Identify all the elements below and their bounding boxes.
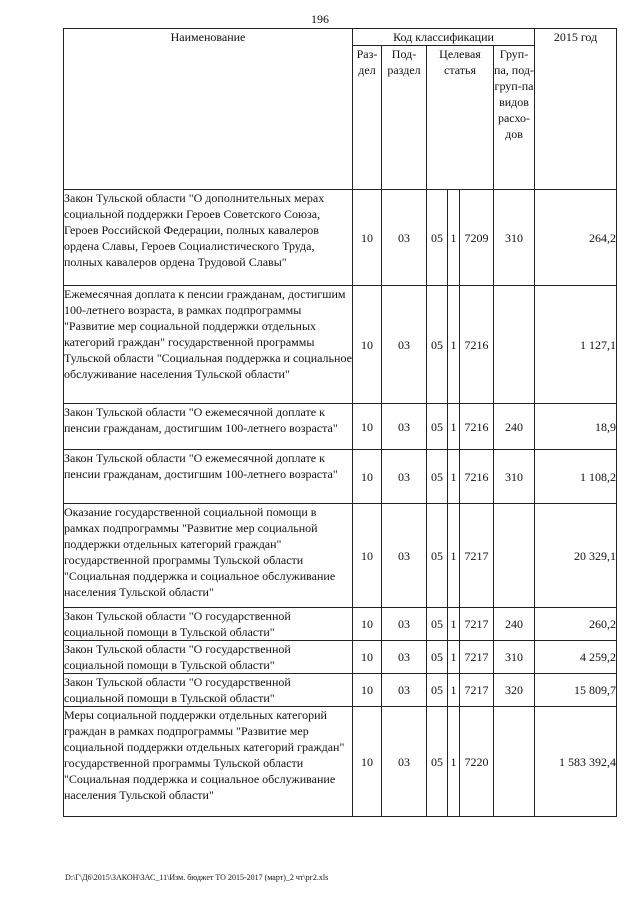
budget-table [63, 28, 617, 817]
row-target-direction: 7217 [460, 608, 494, 641]
row-target-subprogram: 1 [448, 504, 460, 608]
row-target-subprogram: 1 [448, 286, 460, 404]
row-section: 10 [353, 450, 382, 504]
row-name: Закон Тульской области "О государственной социальной помощи в Тульской области" [64, 641, 353, 674]
row-target-subprogram: 1 [448, 190, 460, 286]
row-target-program: 05 [427, 641, 448, 674]
row-expense-type: 240 [494, 404, 535, 450]
row-section: 10 [353, 608, 382, 641]
row-name: Ежемесячная доплата к пенсии гражданам, достигшим 100-летнего возраста, в рамках подпрограммы "Развитие мер социальной поддержки отдельных категорий граждан" государственной программы Тульской области "Социальная поддержка и социальное обслуживание населения Тульской области" [64, 286, 353, 404]
row-target-program: 05 [427, 608, 448, 641]
table-row [64, 674, 617, 707]
row-target-direction: 7216 [460, 286, 494, 404]
row-target-program: 05 [427, 404, 448, 450]
row-name: Закон Тульской области "О дополнительных мерах социальной поддержки Героев Советского Союза, Героев Российской Федерации, полных кавалеров ордена Славы, Героев Социалистического Труда, полных кавалеров ордена Трудовой Славы" [64, 190, 353, 286]
row-subsection: 03 [382, 504, 427, 608]
row-subsection: 03 [382, 286, 427, 404]
header-name: Наименование [64, 29, 353, 190]
row-target-direction: 7217 [460, 641, 494, 674]
row-amount: 264,2 [535, 190, 617, 286]
row-target-direction: 7216 [460, 404, 494, 450]
row-amount: 1 108,2 [535, 450, 617, 504]
row-subsection: 03 [382, 608, 427, 641]
row-target-direction: 7209 [460, 190, 494, 286]
header-code: Код классификации [353, 29, 535, 46]
row-target-direction: 7217 [460, 504, 494, 608]
row-section: 10 [353, 674, 382, 707]
row-subsection: 03 [382, 641, 427, 674]
row-amount: 260,2 [535, 608, 617, 641]
row-target-subprogram: 1 [448, 674, 460, 707]
row-name: Закон Тульской области "О ежемесячной доплате к пенсии гражданам, достигшим 100-летнего возраста" [64, 450, 353, 504]
row-target-subprogram: 1 [448, 641, 460, 674]
row-target-subprogram: 1 [448, 707, 460, 817]
row-target-program: 05 [427, 707, 448, 817]
row-amount: 1 127,1 [535, 286, 617, 404]
row-name: Закон Тульской области "О государственной социальной помощи в Тульской области" [64, 608, 353, 641]
row-target-direction: 7220 [460, 707, 494, 817]
row-section: 10 [353, 190, 382, 286]
row-amount: 20 329,1 [535, 504, 617, 608]
row-target-program: 05 [427, 504, 448, 608]
row-section: 10 [353, 707, 382, 817]
table-row [64, 608, 617, 641]
row-name: Закон Тульской области "О государственной социальной помощи в Тульской области" [64, 674, 353, 707]
row-name: Закон Тульской области "О ежемесячной доплате к пенсии гражданам, достигшим 100-летнего возраста" [64, 404, 353, 450]
header-row [64, 29, 617, 46]
row-expense-type: 240 [494, 608, 535, 641]
header-section: Раз-дел [353, 46, 382, 190]
table-row [64, 404, 617, 450]
header-group: Груп-па, под-груп-па видов расхо-дов [494, 46, 535, 190]
table-row [64, 504, 617, 608]
table-row [64, 450, 617, 504]
row-name: Меры социальной поддержки отдельных категорий граждан в рамках подпрограммы "Развитие мер социальной поддержки отдельных категорий граждан" государственной программы Тульской области "Социальная поддержка и социальное обслуживание населения Тульской области" [64, 707, 353, 817]
row-target-subprogram: 1 [448, 404, 460, 450]
row-amount: 1 583 392,4 [535, 707, 617, 817]
row-subsection: 03 [382, 190, 427, 286]
row-section: 10 [353, 286, 382, 404]
header-year: 2015 год [535, 29, 617, 190]
row-name: Оказание государственной социальной помощи в рамках подпрограммы "Развитие мер социальной поддержки отдельных категорий граждан" государственной программы Тульской области "Социальная поддержка и социальное обслуживание населения Тульской области" [64, 504, 353, 608]
header-target: Целевая статья [427, 46, 494, 190]
footer-file-path: D:\Г\Д6\2015\ЗАКОН\ЗАС_11\Изм. бюджет ТО 2015-2017 (март)_2 чт\рг2.xls [65, 873, 329, 882]
table-row [64, 190, 617, 286]
row-target-subprogram: 1 [448, 450, 460, 504]
row-amount: 18,9 [535, 404, 617, 450]
row-subsection: 03 [382, 674, 427, 707]
row-expense-type [494, 504, 535, 608]
header-subsection: Под-раздел [382, 46, 427, 190]
row-expense-type: 320 [494, 674, 535, 707]
row-subsection: 03 [382, 450, 427, 504]
row-expense-type [494, 286, 535, 404]
table-row [64, 707, 617, 817]
row-target-direction: 7217 [460, 674, 494, 707]
row-expense-type [494, 707, 535, 817]
row-section: 10 [353, 404, 382, 450]
row-amount: 4 259,2 [535, 641, 617, 674]
row-target-program: 05 [427, 190, 448, 286]
row-section: 10 [353, 504, 382, 608]
row-target-program: 05 [427, 450, 448, 504]
table-body [64, 190, 617, 817]
row-expense-type: 310 [494, 450, 535, 504]
row-expense-type: 310 [494, 190, 535, 286]
row-target-direction: 7216 [460, 450, 494, 504]
table-row [64, 286, 617, 404]
row-section: 10 [353, 641, 382, 674]
page-number: 196 [311, 12, 329, 26]
row-target-program: 05 [427, 286, 448, 404]
row-subsection: 03 [382, 404, 427, 450]
row-subsection: 03 [382, 707, 427, 817]
row-target-subprogram: 1 [448, 608, 460, 641]
row-amount: 15 809,7 [535, 674, 617, 707]
row-expense-type: 310 [494, 641, 535, 674]
row-target-program: 05 [427, 674, 448, 707]
table-row [64, 641, 617, 674]
